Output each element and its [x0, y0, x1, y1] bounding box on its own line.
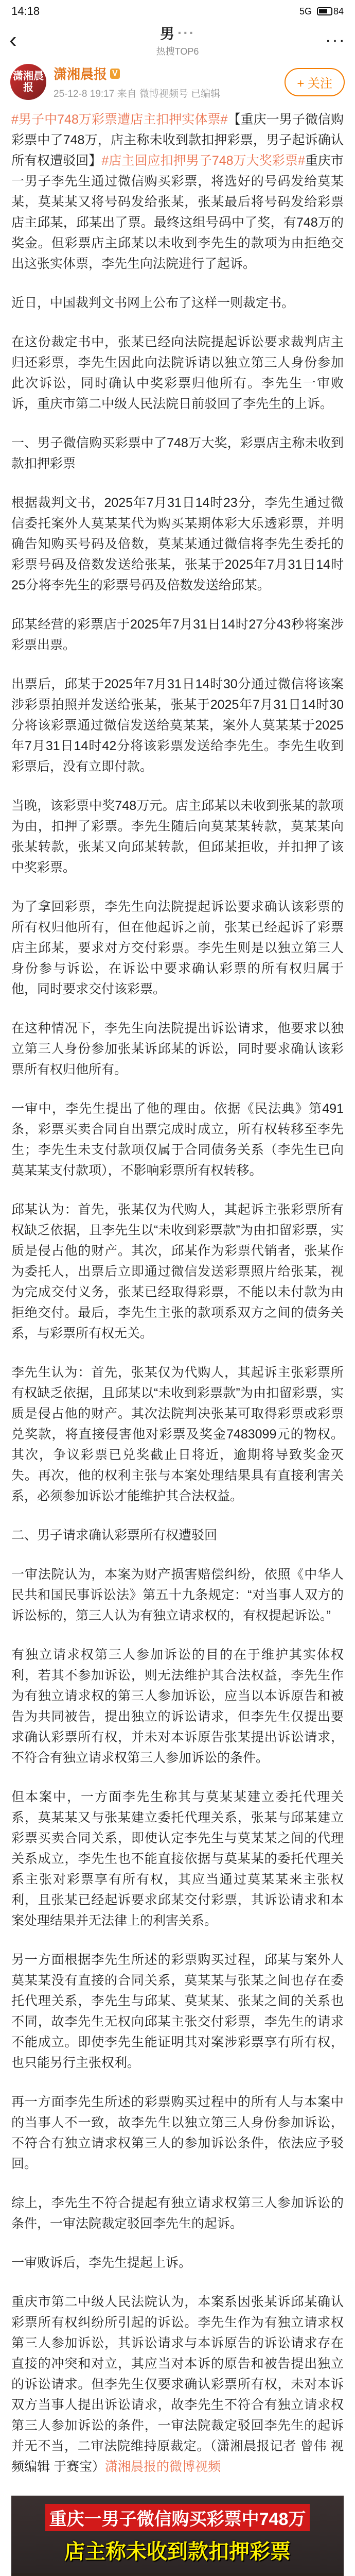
- video-headline: 重庆一男子微信购买彩票中748万: [45, 2504, 310, 2531]
- video-overlay-title: [11, 2504, 344, 2565]
- status-bar: [0, 0, 355, 23]
- post-text: 重庆市一男子李先生通过微信购买彩票，将选好的号码发给莫某某，莫某某又将号码发给张某，张某最后将号码发给彩票店主邱某，邱某出了票。最终这组号码中了奖，有748万的奖金。但彩票店主邱某以未收到李先生的款项为由拒绝交出这张实体票，李先生向法院进行了起诉。: [11, 154, 344, 271]
- post-paragraph: 再一方面李先生所述的彩票购买过程中的所有人与本案中的当事人不一致，故李先生以独立第三人身份参加诉讼，不符合有独立请求权第三人的参加诉讼条件，依法应予驳回。: [11, 2095, 344, 2171]
- signal-icon: 5G: [299, 6, 312, 16]
- video-player[interactable]: [11, 2496, 344, 2576]
- more-icon[interactable]: ···: [325, 30, 346, 50]
- post-paragraph: 一审败诉后，李先生提起上诉。: [11, 2256, 192, 2270]
- nav-subtitle[interactable]: 热搜TOP6: [156, 46, 199, 57]
- post-paragraph: 近日，中国裁判文书网上公布了这样一则裁定书。: [11, 296, 295, 310]
- post-paragraph: 李先生认为：首先，张某仅为代购人，其起诉主张彩票所有权缺乏依据，且邱某以“未收到彩票款”为由扣留彩票，实质是侵占他的财产。其次法院判决张某可取得彩票或彩票兑奖款，将直接侵害他对彩票及奖金7483099元的物权。其次，争议彩票已兑奖截止日将近，逾期将导致奖金灭失。再次，他的权利主张与本案处理结果具有直接利害关系，必须参加诉讼才能维护其合法权益。: [11, 1365, 344, 1503]
- post-paragraph: 在这种情况下，李先生向法院提出诉讼请求，他要求以独立第三人身份参加张某诉邱某的诉讼，同时要求确认该彩票所有权归他所有。: [11, 1021, 344, 1077]
- post-paragraph: 当晚，该彩票中奖748万元。店主邱某以未收到张某的款项为由，扣押了彩票。李先生随后向莫某某转款，莫某某向张某转款，张某又向邱某转款，但邱某拒收，并扣押了该中奖彩票。: [11, 799, 344, 875]
- post-meta: 25-12-8 19:17 来自 微博视频号 已编辑: [54, 89, 221, 99]
- nav-title-text: 男: [160, 26, 175, 42]
- post-text: 【重庆一男子微信购彩票中了748万，店主称未收到款扣押彩票，男子起诉确认所有权遭驳回】: [11, 112, 344, 168]
- post-paragraph: 在这份裁定书中，张某已经向法院提起诉讼要求裁判店主归还彩票，李先生因此向法院诉请以独立第三人身份参加此次诉讼，同时确认中奖彩票归他所有。李先生一审败诉，重庆市第二中级人民法院日前驳回了李先生的上诉。: [11, 335, 344, 411]
- post-paragraph: [11, 109, 344, 274]
- post-paragraph: 一审法院认为，本案为财产损害赔偿纠纷，依照《中华人民共和国民事诉讼法》第五十九条规定：“对当事人双方的诉讼标的，第三人认为有独立请求权的，有权提起诉讼。”: [11, 1567, 344, 1623]
- nav-bar: [0, 23, 355, 58]
- status-time: 14:18: [11, 5, 40, 18]
- post-paragraph: 综上，李先生不符合提起有独立请求权第三人参加诉讼的条件，一审法院裁定驳回李先生的起诉。: [11, 2196, 344, 2231]
- topic-link[interactable]: #店主回应扣押男子748万大奖彩票#: [101, 154, 305, 168]
- post-paragraph: 出票后，邱某于2025年7月31日14时30分通过微信将该案涉彩票拍照并发送给张某，张某于2025年7月31日14时30分将该彩票通过微信发送给莫某某，案外人莫某某于2025年7月31日14时42分将该彩票发送给李先生。李先生收到彩票后，没有立即付款。: [11, 677, 344, 774]
- post-paragraph: 有独立请求权第三人参加诉讼的目的在于维护其实体权利，若其不参加诉讼，则无法维护其合法权益，李先生作为有独立请求权的第三人参加诉讼，应当以本诉原告和被告为共同被告，提出独立的诉讼请求，但李先生仅提出要求确认彩票所有权，并未对本诉原告张某提出诉讼请求，不符合有独立请求权第三人参加诉讼的条件。: [11, 1648, 344, 1765]
- post-paragraph: 一审中，李先生提出了他的理由。依据《民法典》第491条，彩票买卖合同自出票完成时成立，所有权转移至李先生；李先生未支付款项仅属于合同债务关系（李先生已向莫某某支付款项），不影响彩票所有权转移。: [11, 1101, 344, 1178]
- battery-icon: [317, 6, 344, 17]
- topic-link[interactable]: #男子中748万彩票遭店主扣押实体票#: [11, 112, 228, 127]
- verified-badge-icon: V: [110, 69, 120, 79]
- post-paragraph: 另一方面根据李先生所述的彩票购买过程，邱某与案外人莫某某没有直接的合同关系，莫某某与张某之间也存在委托代理关系，李先生与邱某、莫某某、张某之间的关系也不同，故李先生无权向邱某主张交付彩票，李先生的请求不能成立。即使李先生能证明其对案涉彩票享有所有权，也只能另行主张权利。: [11, 1953, 344, 2070]
- post-content: [0, 106, 355, 2576]
- post-paragraph: 邱某经营的彩票店于2025年7月31日14时27分43秒将案涉彩票出票。: [11, 617, 344, 652]
- video-subheadline: 店主称未收到款扣押彩票: [64, 2540, 291, 2563]
- avatar[interactable]: 潇湘晨报: [10, 64, 46, 100]
- post-paragraph: 根据裁判文书，2025年7月31日14时23分，李先生通过微信委托案外人莫某某代为购买某期体彩大乐透彩票，并明确告知购买号码及倍数，莫某某通过微信将李先生委托的彩票号码及倍数发送给张某，张某于2025年7月31日14时25分将李先生的彩票号码及倍数发送给邱某。: [11, 496, 344, 592]
- video-frame: [11, 2573, 344, 2576]
- chevron-left-icon[interactable]: ‹: [9, 27, 17, 53]
- status-icons: [299, 6, 344, 17]
- author-info: [54, 64, 277, 100]
- post-paragraph: 一、男子微信购买彩票中了748万大奖，彩票店主称未收到款扣押彩票: [11, 436, 344, 471]
- post-paragraph: 邱某认为：首先，张某仅为代购人，其起诉主张彩票所有权缺乏依据，且李先生以“未收到彩票款”为由扣留彩票，实质是侵占他的财产。其次，邱某作为彩票代销者，张某作为委托人，出票后立即通过微信发送彩票照片给张某，视为完成交付义务，张某已经取得彩票，不能以未付款为由拒绝交付。最后，李先生主张的款项系双方之间的债务关系，与彩票所有权无关。: [11, 1202, 344, 1341]
- author-row: [0, 58, 355, 106]
- post-paragraph: [11, 2292, 344, 2477]
- nav-title-dots: ···: [177, 25, 195, 41]
- follow-button[interactable]: + 关注: [285, 68, 345, 96]
- nav-title[interactable]: [160, 23, 195, 43]
- battery-level: 84: [333, 6, 344, 16]
- video-link[interactable]: 潇湘晨报的微博视频: [104, 2460, 221, 2474]
- nav-center: [0, 23, 355, 58]
- post-paragraph: 二、男子请求确认彩票所有权遭驳回: [11, 1528, 218, 1543]
- post-paragraph: 为了拿回彩票，李先生向法院提起诉讼要求确认该彩票的所有权归他所有，但在他起诉之前，张某已经起诉了彩票店主邱某，要求对方交付彩票。李先生则是以独立第三人身份参与诉讼，在诉讼中要求确认彩票的所有权归属于他，同时要求交付该彩票。: [11, 900, 344, 996]
- post-text: 重庆市第二中级人民法院认为，本案系因张某诉邱某确认彩票所有权纠纷所引起的诉讼。李先生作为有独立请求权第三人参加诉讼，其诉讼请求与本诉原告的诉讼请求存在直接的冲突和对立，其应当对本诉的原告和被告提出独立的诉讼请求。但李先生仅要求确认彩票所有权，未对本诉双方当事人提出诉讼请求，故李先生不符合有独立请求权第三人参加诉讼的条件，一审法院裁定驳回李先生的起诉并无不当，二审法院维持原裁定。（潇湘晨报记者 曾伟 视频编辑 于赛宝）: [11, 2295, 344, 2474]
- author-name[interactable]: [54, 64, 277, 83]
- post-paragraph: 但本案中，一方面李先生称其与莫某某建立委托代理关系，莫某某又与张某建立委托代理关系，张某与邱某建立彩票买卖合同关系，即使认定李先生与莫某某之间的代理关系成立，李先生也不能直接依据与莫某某的委托代理关系主张对彩票享有所有权，其应当通过莫某某来主张权利，且张某已经起诉要求邱某交付彩票，其诉讼请求和本案处理结果并无法律上的利害关系。: [11, 1790, 344, 1928]
- author-name-text: 潇湘晨报: [54, 66, 108, 82]
